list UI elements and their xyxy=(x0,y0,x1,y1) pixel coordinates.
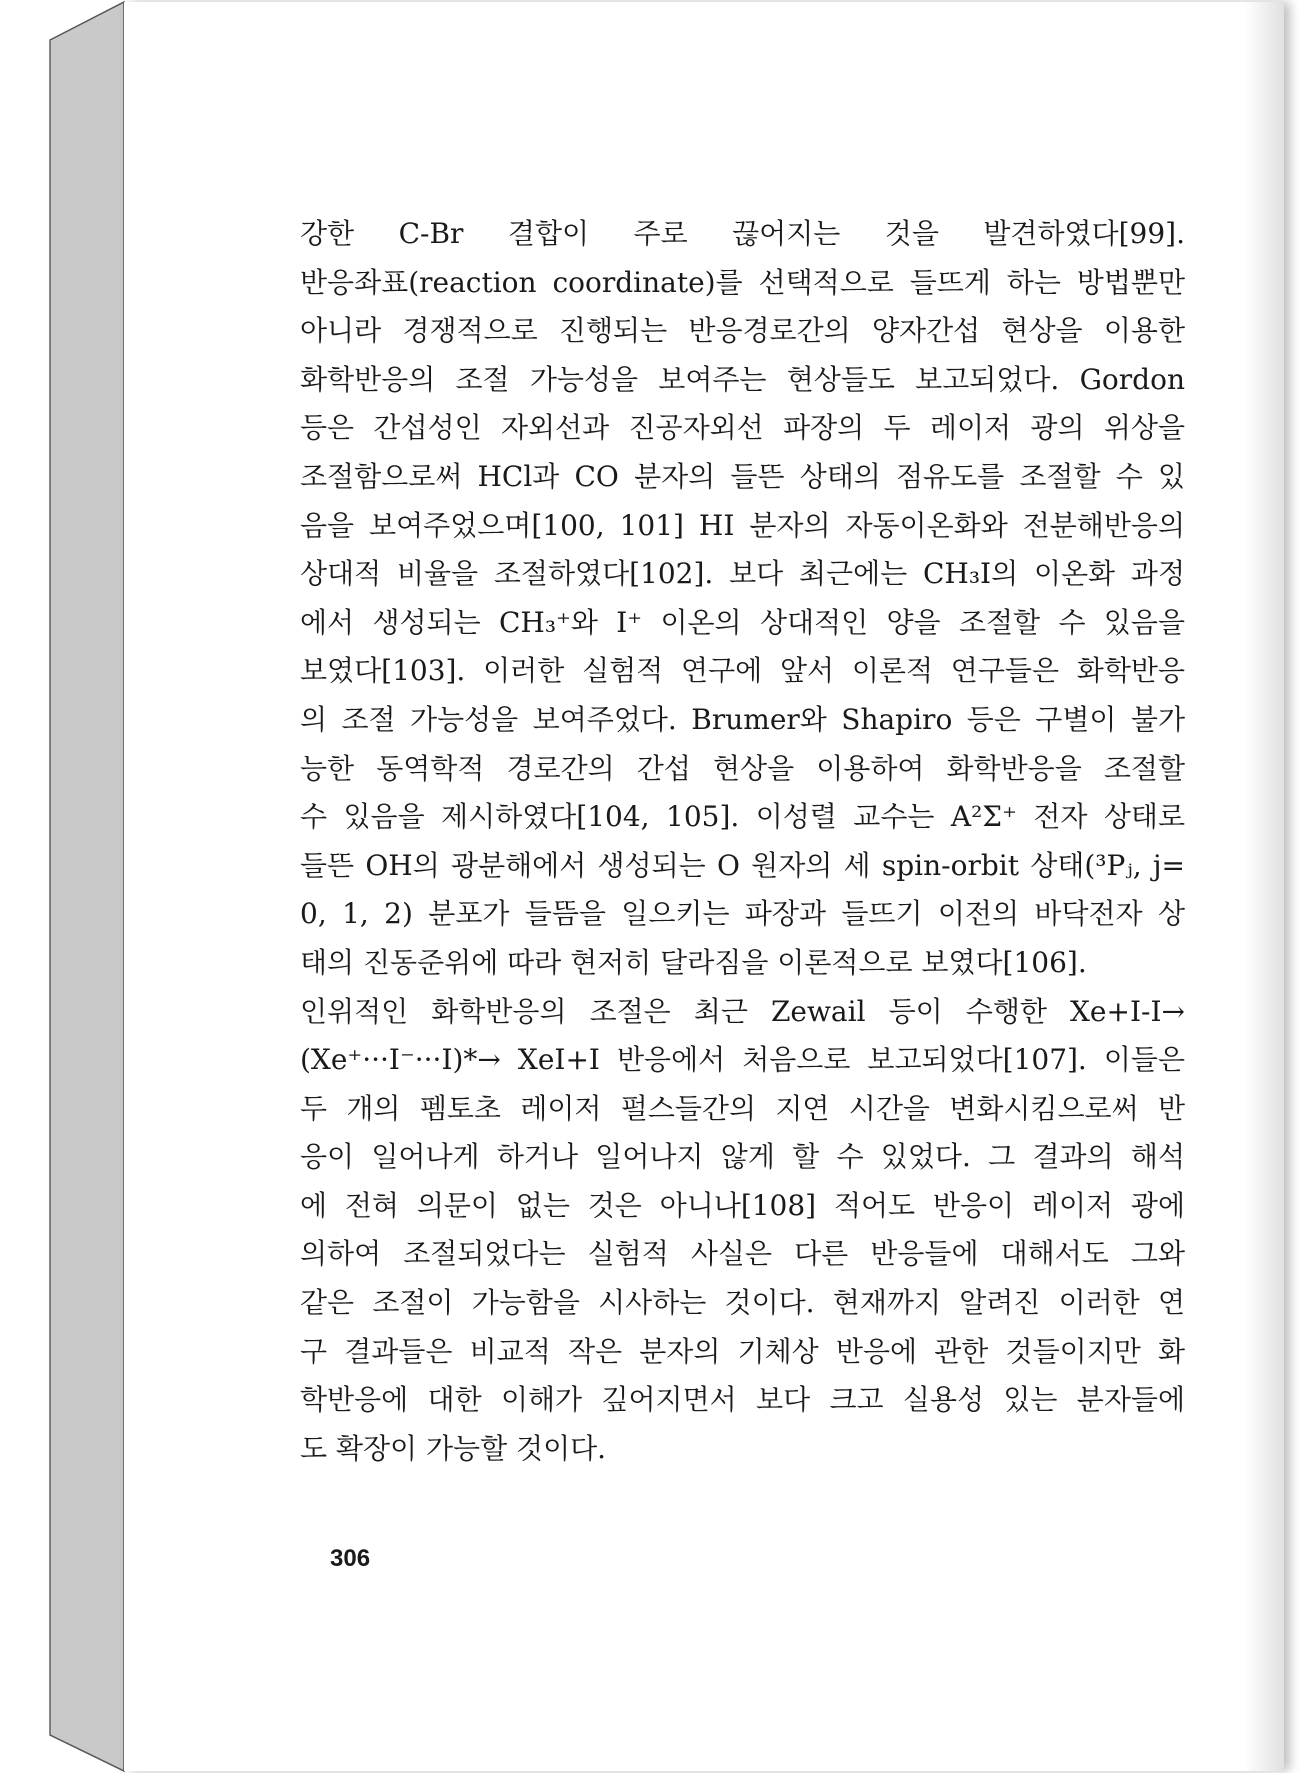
text-line: 수 있음을 제시하였다[104, 105]. 이성렬 교수는 A²Σ⁺ 전자 상태로 xyxy=(300,800,1185,834)
text-line: 같은 조절이 가능함을 시사하는 것이다. 현재까지 알려진 이러한 연 xyxy=(300,1286,1185,1320)
text-line: 음을 보여주었으며[100, 101] HI 분자의 자동이온화와 전분해반응의 xyxy=(300,508,1185,542)
text-line: 태의 진동준위에 따라 현저히 달라짐을 이론적으로 보였다[106]. xyxy=(300,945,1087,979)
text-line: 들뜬 OH의 광분해에서 생성되는 O 원자의 세 spin-orbit 상태(³Pⱼ, j= xyxy=(300,848,1185,882)
text-line: 등은 간섭성인 자외선과 진공자외선 파장의 두 레이저 광의 위상을 xyxy=(300,411,1185,445)
text-line: 구 결과들은 비교적 작은 분자의 기체상 반응에 관한 것들이지만 화 xyxy=(300,1334,1185,1368)
text-line: 학반응에 대한 이해가 깊어지면서 보다 크고 실용성 있는 분자들에 xyxy=(300,1383,1185,1417)
text-line: 화학반응의 조절 가능성을 보여주는 현상들도 보고되었다. Gordon xyxy=(300,362,1185,396)
text-line: (Xe⁺···I⁻···I)*→ XeI+I 반응에서 처음으로 보고되었다[107]. 이들은 xyxy=(300,1043,1185,1077)
text-line: 응이 일어나게 하거나 일어나지 않게 할 수 있었다. 그 결과의 해석 xyxy=(300,1140,1185,1174)
text-line: 강한 C-Br 결합이 주로 끊어지는 것을 발견하였다[99]. xyxy=(300,217,1185,250)
text-line: 아니라 경쟁적으로 진행되는 반응경로간의 양자간섭 현상을 이용한 xyxy=(300,314,1185,348)
text-line: 인위적인 화학반응의 조절은 최근 Zewail 등이 수행한 Xe+I-I→ xyxy=(300,994,1185,1028)
text-line: 능한 동역학적 경로간의 간섭 현상을 이용하여 화학반응을 조절할 xyxy=(300,751,1185,785)
text-line: 조절함으로써 HCl과 CO 분자의 들뜬 상태의 점유도를 조절할 수 있 xyxy=(300,459,1185,493)
page-edge-shadow xyxy=(1244,2,1284,1771)
text-line: 도 확장이 가능할 것이다. xyxy=(300,1431,607,1465)
text-line: 에서 생성되는 CH₃⁺와 I⁺ 이온의 상대적인 양을 조절할 수 있음을 xyxy=(300,605,1185,639)
text-line: 의하여 조절되었다는 실험적 사실은 다른 반응들에 대해서도 그와 xyxy=(300,1237,1185,1271)
text-line: 의 조절 가능성을 보여주었다. Brumer와 Shapiro 등은 구별이 불가 xyxy=(300,702,1185,736)
body-text xyxy=(300,210,1185,1473)
text-line: 에 전혀 의문이 없는 것은 아니나[108] 적어도 반응이 레이저 광에 xyxy=(300,1188,1185,1222)
text-line: 반응좌표(reaction coordinate)를 선택적으로 들뜨게 하는 방법뿐만 xyxy=(300,265,1185,299)
text-line: 0, 1, 2) 분포가 들뜸을 일으키는 파장과 들뜨기 이전의 바닥전자 상 xyxy=(300,897,1185,931)
text-line: 상대적 비율을 조절하였다[102]. 보다 최근에는 CH₃I의 이온화 과정 xyxy=(300,557,1185,591)
text-line: 보였다[103]. 이러한 실험적 연구에 앞서 이론적 연구들은 화학반응 xyxy=(300,654,1185,688)
page-number: 306 xyxy=(330,1545,371,1572)
text-line: 두 개의 펨토초 레이저 펄스들간의 지연 시간을 변화시킴으로써 반 xyxy=(300,1091,1185,1125)
